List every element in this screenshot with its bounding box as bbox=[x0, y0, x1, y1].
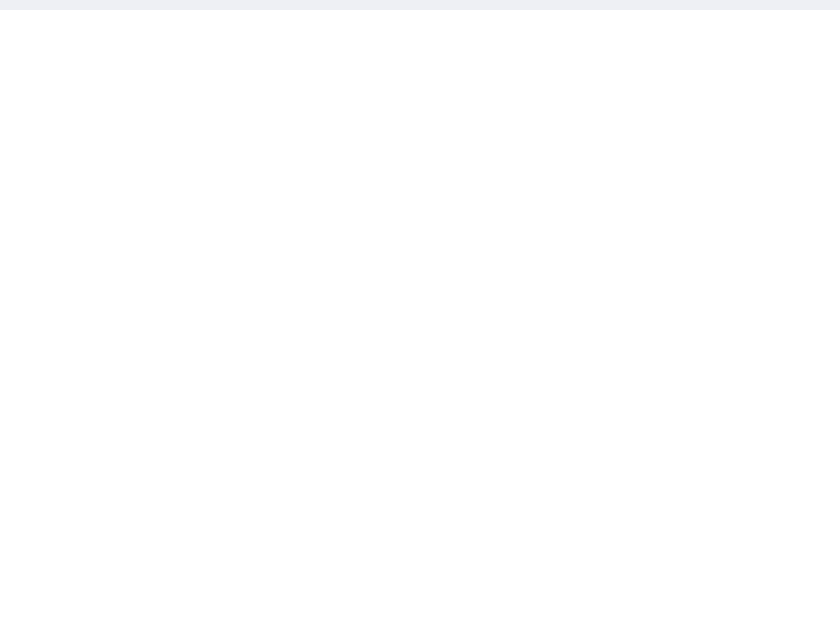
top-toolbar-strip bbox=[0, 0, 840, 10]
